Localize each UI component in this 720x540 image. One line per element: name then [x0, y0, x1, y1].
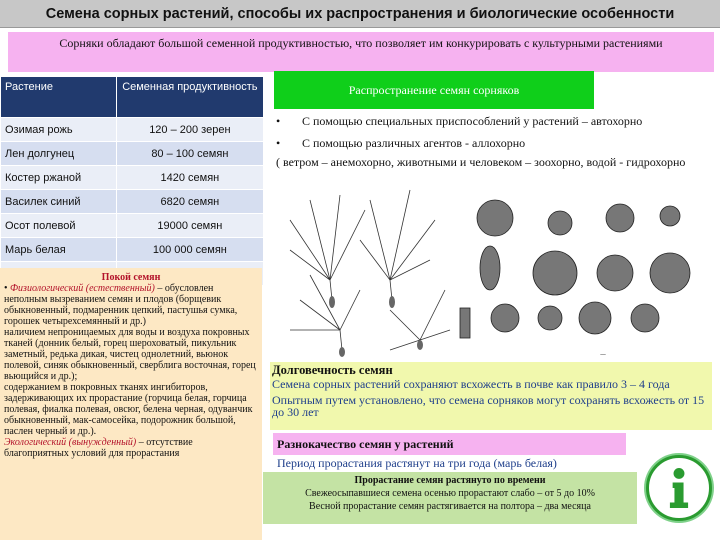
- table-row: [1, 118, 264, 142]
- column-header-plant: Растение: [1, 77, 117, 118]
- plant-cell: Осот полевой: [1, 214, 117, 238]
- svg-text:—: —: [600, 351, 606, 358]
- dormancy-header: Покой семян: [101, 272, 161, 283]
- spread-bullets: [276, 113, 716, 151]
- info-icon: [646, 455, 712, 521]
- value-cell: 80 – 100 семян: [116, 142, 263, 166]
- longevity-header: Долговечность семян: [272, 363, 393, 377]
- dormancy-physio: • Физиологический (естественный) – обусловлен неполным вызреванием семян и плодов (борщевик обыкновенный, подмаренник цепкий, пастушья сумка, горошек четырехсемянный и др.): [4, 283, 238, 327]
- table-row: [1, 238, 264, 262]
- overtime-line-2: Весной прорастание семян растягивается на полтора – два месяца: [309, 501, 591, 512]
- diff-period: Период прорастания растянут на три года (марь белая): [277, 456, 557, 470]
- bullet-icon: •: [276, 136, 281, 150]
- overtime-panel: [263, 472, 637, 524]
- plant-cell: Василек синий: [1, 190, 117, 214]
- overtime-line-1: Свежеосыпавшиеся семена осенью прорастают слабо – от 5 до 10%: [305, 488, 595, 499]
- bullet-icon: •: [276, 114, 281, 128]
- longevity-text-2: Опытным путем установлено, что семена сорняков могут сохранять всхожесть от 15 до 30 лет: [272, 393, 705, 419]
- longevity-panel: [270, 362, 712, 430]
- value-cell: 1420 семян: [116, 166, 263, 190]
- burr-seeds-illustration: [450, 188, 710, 363]
- spread-note: ( ветром – анемохорно, животными и человеком – зоохорно, водой - гидрохорно: [276, 155, 686, 169]
- diff-header: Разнокачество семян у растений: [273, 433, 626, 455]
- table-row: [1, 214, 264, 238]
- value-cell: 6820 семян: [116, 190, 263, 214]
- table-row: [1, 190, 264, 214]
- column-header-productivity: Семенная продуктивность: [116, 77, 263, 118]
- dormancy-p2: наличием непроницаемых для воды и воздуха покровных тканей (донник белый, горец шероховатый, пикульник заметный, редька дикая, чистец однолетний, вьюнок полевой, синяк обыкновенный, сверблига восточная, горец вьющийся и др.);: [4, 327, 256, 382]
- table-row: [1, 166, 264, 190]
- value-cell: 19000 семян: [116, 214, 263, 238]
- page-title: Семена сорных растений, способы их распространения и биологические особенности: [0, 0, 720, 28]
- bullet-allo: • С помощью различных агентов - аллохорно: [276, 136, 526, 150]
- value-cell: 100 000 семян: [116, 238, 263, 262]
- spread-header: Распространение семян сорняков: [274, 71, 594, 109]
- plant-cell: Костер ржаной: [1, 166, 117, 190]
- table-row: [1, 142, 264, 166]
- overtime-header: Прорастание семян растянуто по времени: [354, 475, 546, 486]
- plant-cell: Озимая рожь: [1, 118, 117, 142]
- bullet-auto: • С помощью специальных приспособлений у растений – автохорно: [276, 114, 643, 128]
- pappus-seeds-illustration: [270, 180, 460, 360]
- longevity-text-1: Семена сорных растений сохраняют всхожесть в почве как правило 3 – 4 года: [272, 377, 670, 391]
- dormancy-eco: Экологический (вынужденный) – отсутствие благоприятных условий для прорастания: [4, 437, 193, 459]
- table-header-row: [1, 77, 264, 118]
- dormancy-p3: содержанием в покровных тканях ингибиторов, задерживающих их прорастание (горчица белая, горчица полевая, фиалка полевая, овсюг, белена черная, одуванчик обыкновенный, мак-самосейка, подорожник большой, паслен черный и др.).: [4, 382, 253, 437]
- plant-cell: Лен долгунец: [1, 142, 117, 166]
- intro-banner: Сорняки обладают большой семенной продуктивностью, что позволяет им конкурировать с культурными растениями: [8, 32, 714, 72]
- seed-productivity-table: [0, 76, 264, 286]
- value-cell: 120 – 200 зерен: [116, 118, 263, 142]
- dormancy-panel: [0, 268, 262, 540]
- plant-cell: Марь белая: [1, 238, 117, 262]
